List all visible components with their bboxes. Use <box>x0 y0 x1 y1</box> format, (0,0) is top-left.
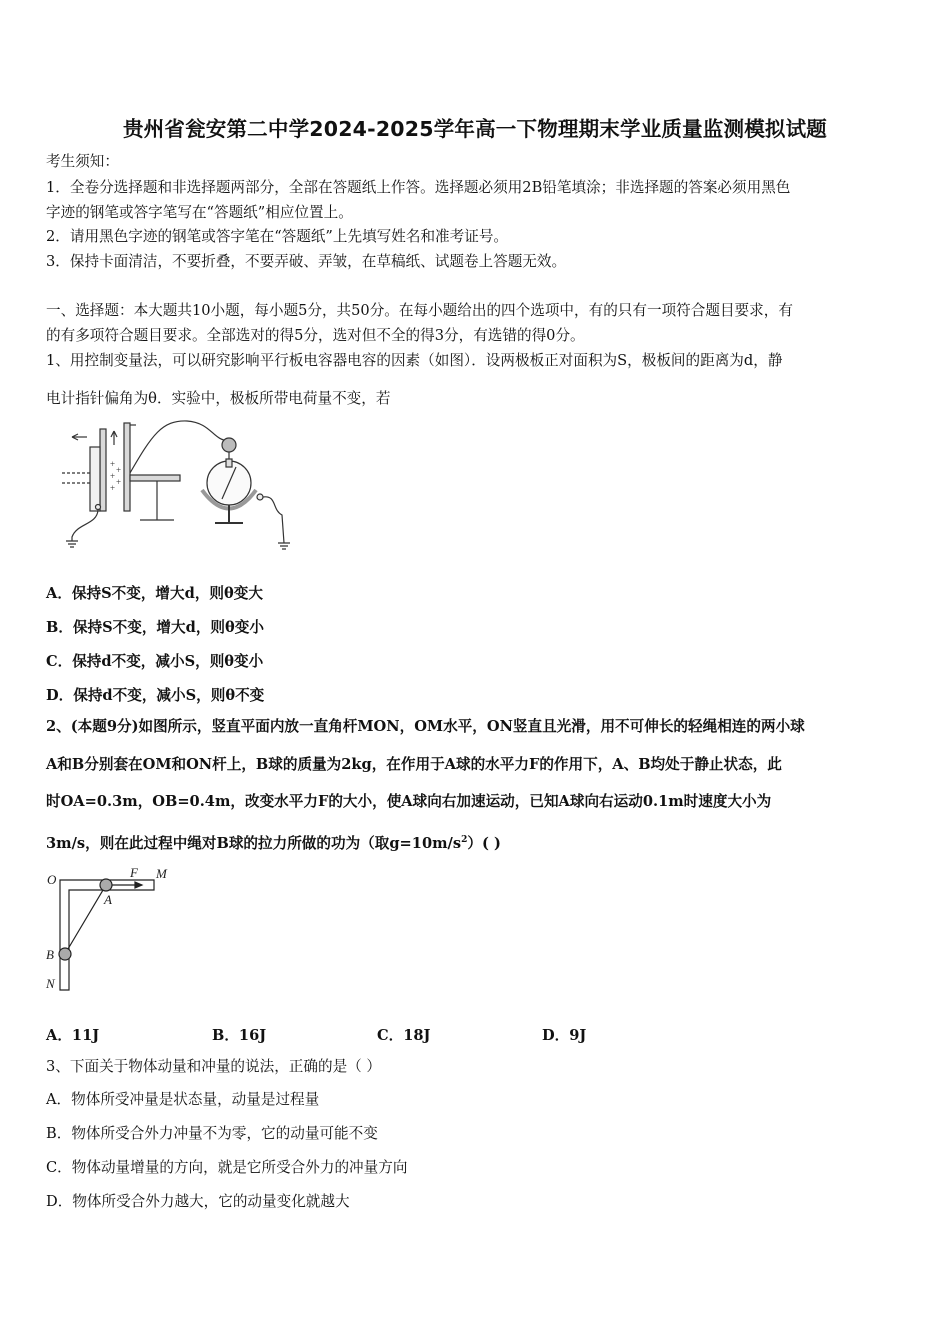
section-1-line-1: 一、选择题：本大题共10小题，每小题5分，共50分。在每小题给出的四个选项中，有的只有一项符合题目要求，有 <box>46 302 793 319</box>
q2-option-c[interactable]: C．18J <box>377 1027 431 1044</box>
q2-stem-line-4 <box>46 831 501 853</box>
q1-stem-line-1: 1、用控制变量法，可以研究影响平行板电容器电容的因素（如图）．设两极板正对面积为S，极板间的距离为d，静 <box>46 352 783 369</box>
label-m: M <box>156 866 167 881</box>
q2-stem-line-4-end: ）( ) <box>467 834 501 852</box>
label-o: O <box>47 872 57 887</box>
q1-option-a[interactable]: A．保持S不变，增大d，则θ变大 <box>46 585 263 602</box>
q3-option-a[interactable]: A．物体所受冲量是状态量，动量是过程量 <box>46 1091 320 1108</box>
svg-text:+: + <box>110 459 116 469</box>
q2-stem-line-2: A和B分别套在OM和ON杆上，B球的质量为2kg，在作用于A球的水平力F的作用下，A、B均处于静止状态，此 <box>46 756 782 773</box>
svg-text:+: + <box>110 471 116 481</box>
q3-option-b[interactable]: B．物体所受合外力冲量不为零，它的动量可能不变 <box>46 1125 378 1142</box>
capacitor-figure <box>52 415 302 555</box>
q1-option-d[interactable]: D．保持d不变，减小S，则θ不变 <box>46 687 265 704</box>
q2-stem-line-4-text: 3m/s，则在此过程中绳对B球的拉力所做的功为（取g=10m/s <box>46 834 462 852</box>
q3-stem: 3、下面关于物体动量和冲量的说法，正确的是（ ） <box>46 1058 381 1075</box>
rod-figure <box>44 866 184 996</box>
label-a: A <box>104 892 112 907</box>
section-1-line-2: 的有多项符合题目要求。全部选对的得5分，选对但不全的得3分，有选错的得0分。 <box>46 327 585 344</box>
q1-option-c[interactable]: C．保持d不变，减小S，则θ变小 <box>46 653 264 670</box>
svg-text:+: + <box>110 483 116 493</box>
notice-item-3: 3．保持卡面清洁，不要折叠，不要弄破、弄皱，在草稿纸、试题卷上答题无效。 <box>46 253 567 270</box>
page-title: 贵州省瓮安第二中学2024-2025学年高一下物理期末学业质量监测模拟试题 <box>122 117 828 141</box>
notice-heading: 考生须知： <box>46 153 119 170</box>
q2-option-b[interactable]: B．16J <box>212 1027 267 1044</box>
svg-text:+: + <box>116 465 122 475</box>
notice-item-1-line-2: 字迹的钢笔或答字笔写在“答题纸”相应位置上。 <box>46 204 353 221</box>
q1-option-b[interactable]: B．保持S不变，增大d，则θ变小 <box>46 619 264 636</box>
q2-option-a[interactable]: A．11J <box>46 1027 100 1044</box>
label-b: B <box>46 947 54 962</box>
q2-stem-line-3: 时OA=0.3m，OB=0.4m，改变水平力F的大小，使A球向右加速运动，已知A球向右运动0.1m时速度大小为 <box>46 793 772 810</box>
q2-option-d[interactable]: D．9J <box>542 1027 587 1044</box>
label-n: N <box>46 976 55 991</box>
notice-item-2: 2．请用黑色字迹的钢笔或答字笔在“答题纸”上先填写姓名和准考证号。 <box>46 228 509 245</box>
q3-option-d[interactable]: D．物体所受合外力越大，它的动量变化就越大 <box>46 1193 350 1210</box>
q1-stem-line-2: 电计指针偏角为θ．实验中，极板所带电荷量不变，若 <box>46 390 391 407</box>
q3-option-c[interactable]: C．物体动量增量的方向，就是它所受合外力的冲量方向 <box>46 1159 408 1176</box>
label-f: F <box>130 865 138 880</box>
q2-stem-line-1: 2、(本题9分)如图所示，竖直平面内放一直角杆MON，OM水平，ON竖直且光滑，用不可伸长的轻绳相连的两小球 <box>46 718 805 735</box>
q2-superscript: 2 <box>461 835 468 845</box>
notice-item-1-line-1: 1．全卷分选择题和非选择题两部分，全部在答题纸上作答。选择题必须用2B铅笔填涂；非选择题的答案必须用黑色 <box>46 179 791 196</box>
svg-text:+: + <box>116 477 122 487</box>
